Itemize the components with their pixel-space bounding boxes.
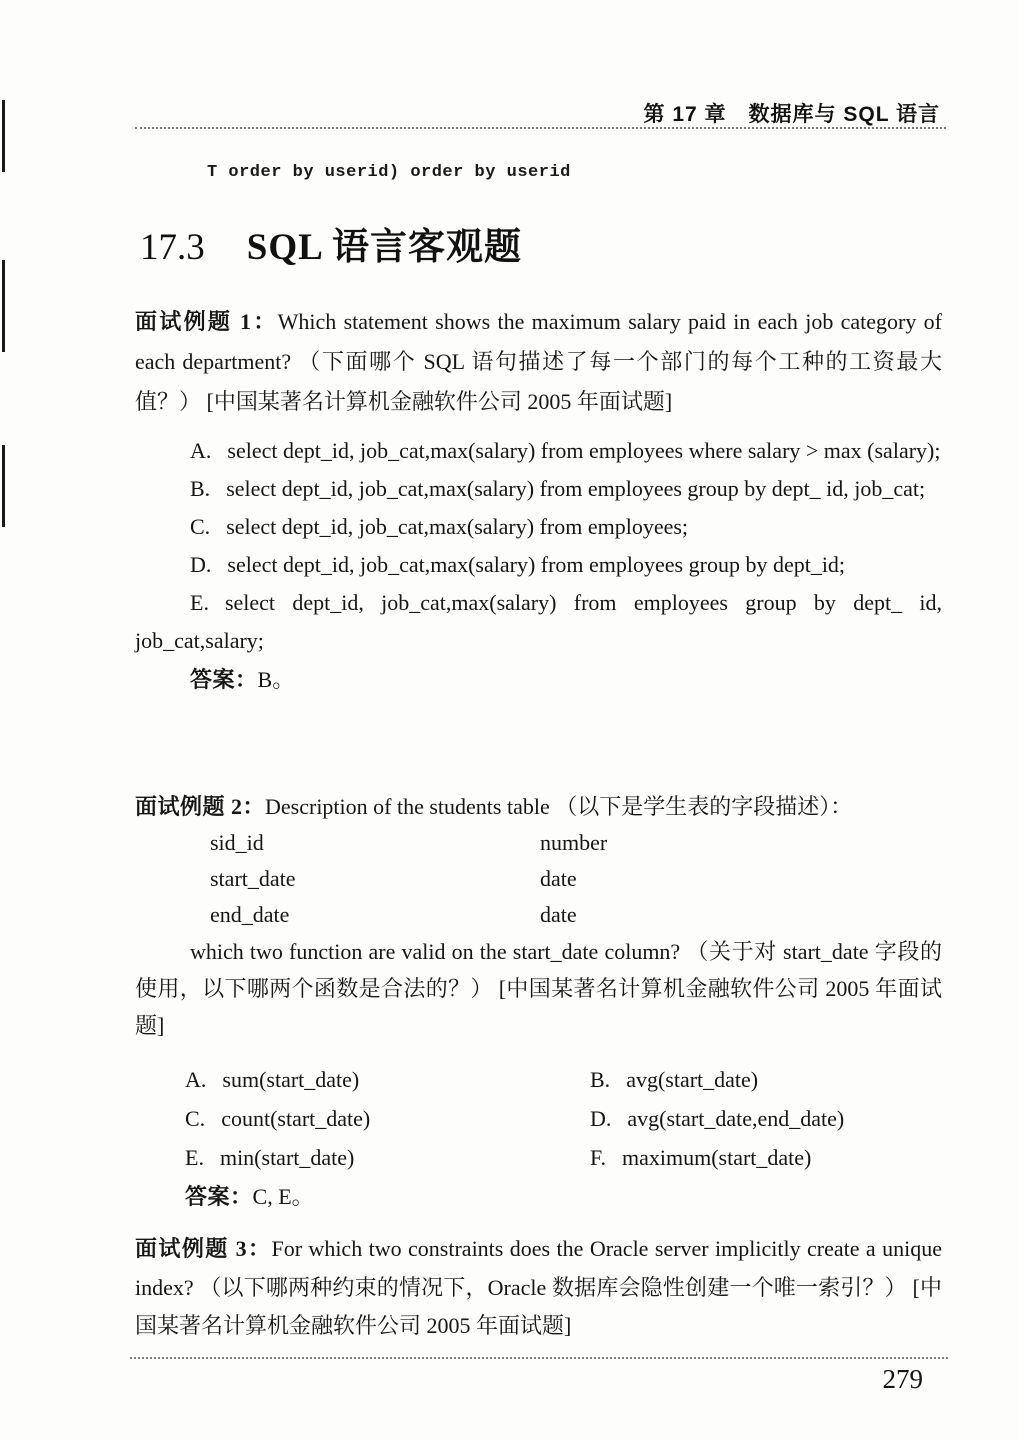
option-d-text: avg(start_date,end_date): [627, 1106, 845, 1131]
answer-value: C, E。: [252, 1184, 314, 1209]
sql-code-line: T order by userid) order by userid: [207, 163, 571, 182]
question-2-intro-zh: （以下是学生表的字段描述）：: [555, 794, 853, 819]
option-c-text: count(start_date): [221, 1106, 371, 1131]
question-1-options: [135, 432, 942, 699]
header-rule: [135, 127, 946, 129]
question-1-zh: （下面哪个 SQL 语句描述了每一个部门的每个工种的工资最大值？）: [135, 349, 943, 414]
field-name: sid_id: [210, 830, 264, 855]
question-2-intro: [135, 788, 942, 825]
question-2-zh: （关于对 start_date 字段的使用，以下哪两个函数是合法的？）: [135, 939, 942, 1001]
scan-binding-mark: [2, 445, 5, 527]
option-a-label: A.: [190, 438, 212, 463]
option-c-text: select dept_id, job_cat,max(salary) from employees;: [226, 514, 689, 539]
option-e-text: select dept_id, job_cat,max(salary) from employees group by dept_ id, job_cat,salary;: [135, 590, 942, 653]
question-3-label: 面试例题 3：: [135, 1236, 272, 1261]
option-d-text: select dept_id, job_cat,max(salary) from employees group by dept_id;: [227, 552, 846, 577]
question-3-text: [135, 1230, 942, 1346]
page-number: 279: [882, 1364, 923, 1394]
question-1-source: [中国某著名计算机金融软件公司 2005 年面试题]: [206, 389, 673, 414]
scan-binding-mark: [2, 260, 5, 352]
option-d-label: D.: [590, 1106, 612, 1131]
answer-label: 答案：: [190, 667, 258, 692]
students-table-description: [135, 825, 942, 933]
question-2-source: [中国某著名计算机金融软件公司 2005 年面试题]: [135, 976, 943, 1038]
running-header-chapter: 第 17 章 数据库与 SQL 语言: [643, 103, 940, 126]
option-c: [135, 1099, 590, 1138]
option-a-text: select dept_id, job_cat,max(salary) from employees where salary > max (salary);: [227, 438, 941, 463]
option-b: [135, 470, 942, 508]
option-e-label: E.: [185, 1145, 204, 1170]
option-c: [135, 508, 942, 546]
option-b-text: avg(start_date): [626, 1067, 759, 1092]
question-3-statement: [135, 1230, 942, 1346]
question-1-text: [135, 302, 942, 422]
answer-label: 答案：: [185, 1184, 253, 1209]
question-3-zh: （以下哪两种约束的情况下，Oracle 数据库会隐性创建一个唯一索引？）: [199, 1274, 907, 1300]
option-f-label: F.: [590, 1145, 606, 1170]
option-c-label: C.: [190, 514, 211, 539]
option-d: [590, 1099, 942, 1138]
question-2-options: [135, 1060, 942, 1177]
question-2-answer: [135, 1177, 942, 1216]
field-type: number: [540, 830, 608, 855]
option-e-label: E.: [190, 590, 209, 615]
question-2: [135, 788, 942, 1216]
option-d: [135, 546, 942, 584]
question-3-source: [中国某著名计算机金融软件公司 2005 年面试题]: [135, 1274, 943, 1338]
field-row: [135, 861, 942, 897]
answer-value: B。: [257, 667, 295, 692]
field-name: start_date: [210, 866, 296, 891]
question-1-answer: [135, 661, 942, 699]
scan-binding-mark: [2, 100, 5, 172]
option-d-label: D.: [190, 552, 212, 577]
field-row: [135, 825, 942, 861]
question-3-en: For which two constraints does the Oracle server implicitly create a unique index?: [135, 1236, 942, 1300]
option-f-text: maximum(start_date): [621, 1145, 812, 1170]
option-c-label: C.: [185, 1106, 206, 1131]
option-a: [135, 432, 942, 470]
option-b-label: B.: [190, 476, 211, 501]
option-a: [135, 1060, 590, 1099]
question-1-en: Which statement shows the maximum salary paid in each job category of each department?: [135, 309, 942, 374]
option-e-text: min(start_date): [219, 1145, 355, 1170]
section-number: 17.3: [140, 227, 205, 268]
question-2-en: which two function are valid on the start_date column?: [190, 939, 681, 964]
question-2-text: [135, 933, 942, 1044]
field-name: end_date: [210, 902, 290, 927]
option-b: [590, 1060, 942, 1099]
section-heading: [140, 216, 522, 270]
field-type: date: [540, 866, 577, 891]
option-b-label: B.: [590, 1067, 611, 1092]
question-2-label: 面试例题 2：: [135, 794, 266, 819]
option-f: [590, 1138, 942, 1177]
question-1-label: 面试例题 1：: [135, 309, 278, 334]
option-e: [135, 584, 942, 660]
footer-rule: [130, 1357, 948, 1359]
field-row: [135, 897, 942, 933]
option-a-text: sum(start_date): [222, 1067, 360, 1092]
option-a-label: A.: [185, 1067, 207, 1092]
question-1-statement: [135, 302, 942, 422]
field-type: date: [540, 902, 577, 927]
option-e: [135, 1138, 590, 1177]
question-2-intro-en: Description of the students table: [265, 794, 550, 819]
section-title: SQL 语言客观题: [246, 227, 522, 268]
option-b-text: select dept_id, job_cat,max(salary) from employees group by dept_ id, job_cat;: [226, 476, 926, 501]
